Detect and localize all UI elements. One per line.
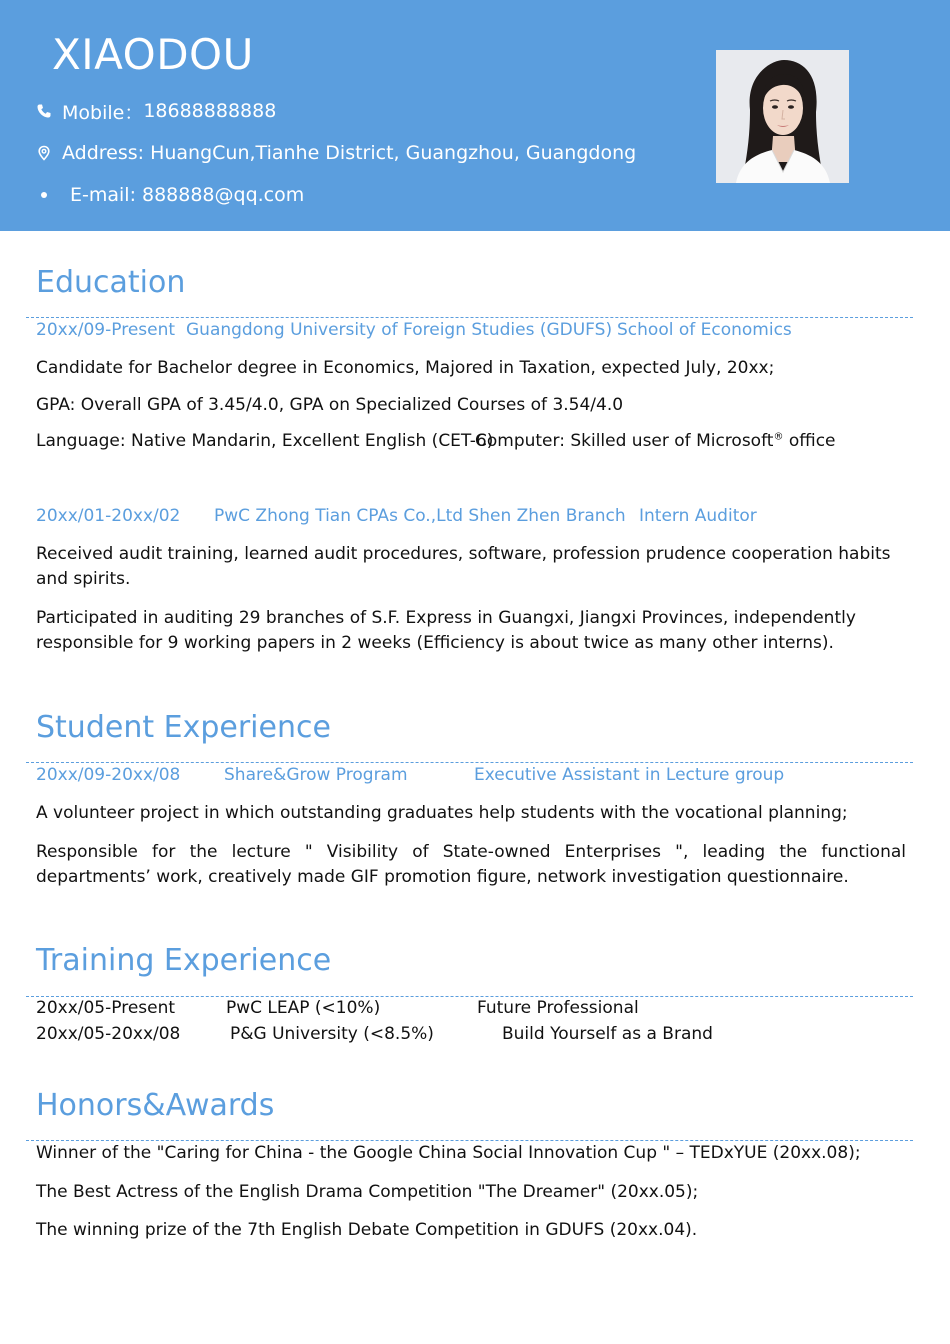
section-divider (26, 317, 913, 318)
section-divider (26, 996, 913, 997)
section-title-student-experience: Student Experience (36, 710, 331, 745)
phone-icon (36, 103, 52, 119)
mobile-label: Mobile： (62, 101, 144, 124)
email-label: E-mail: (70, 184, 136, 206)
entry-role: Intern Auditor (639, 506, 757, 526)
entry-organization: Share&Grow Program (224, 765, 408, 785)
section-title-honors-awards: Honors&Awards (36, 1088, 275, 1123)
training-topic: Future Professional (477, 998, 639, 1018)
student-line: A volunteer project in which outstanding graduates help students with the vocational planning; (36, 803, 848, 823)
honor-line: The winning prize of the 7th English Debate Competition in GDUFS (20xx.04). (36, 1220, 698, 1240)
location-pin-icon (36, 145, 52, 161)
internship-line: Participated in auditing 29 branches of S.F. Express in Guangxi, Jiangxi Provinces, independently responsible for 9 working papers in 2 weeks (Efficiency is about twice as many other interns). (36, 608, 856, 653)
entry-role: School of Economics (617, 320, 792, 340)
entry-date: 20xx/09-20xx/08 (36, 765, 181, 785)
email-value: 888888@qq.com (141, 184, 305, 206)
entry-role: Executive Assistant in Lecture group (474, 765, 785, 785)
address-value: HuangCun,Tianhe District, Guangzhou, Guangdong (150, 142, 637, 164)
computer-skill: Computer: Skilled user of Microsoft® office (475, 431, 836, 451)
contact-mobile (36, 99, 276, 123)
training-topic: Build Yourself as a Brand (502, 1024, 713, 1044)
address-label: Address: (62, 142, 145, 164)
student-line: Responsible for the lecture " Visibility of State-owned Enterprises ", leading the functional departments’ work, creatively made GIF promotion figure, network investigation questionnaire. (36, 842, 906, 887)
honor-line: The Best Actress of the English Drama Competition "The Dreamer" (20xx.05); (36, 1182, 699, 1202)
internship-line: Received audit training, learned audit procedures, software, profession prudence cooperation habits and spirits. (36, 544, 891, 589)
education-line: GPA: Overall GPA of 3.45/4.0, GPA on Specialized Courses of 3.54/4.0 (36, 395, 624, 415)
training-date: 20xx/05-20xx/08 (36, 1024, 181, 1044)
education-line: Candidate for Bachelor degree in Economics, Majored in Taxation, expected July, 20xx; (36, 358, 775, 378)
contact-email (36, 183, 304, 207)
entry-organization: Guangdong University of Foreign Studies (GDUFS) (186, 320, 613, 340)
mobile-value: 18688888888 (143, 100, 277, 122)
training-date: 20xx/05-Present (36, 998, 176, 1018)
profile-photo (716, 50, 849, 183)
header-banner (0, 0, 950, 231)
contact-address (36, 141, 636, 165)
entry-date: 20xx/09-Present (36, 320, 176, 340)
candidate-name: XIAODOU (52, 30, 254, 79)
training-program: P&G University (<8.5%) (230, 1024, 434, 1044)
training-program: PwC LEAP (<10%) (226, 998, 381, 1018)
section-divider (26, 762, 913, 763)
honor-line: Winner of the "Caring for China - the Google China Social Innovation Cup " – TEDxYUE (20xx.08); (36, 1143, 861, 1163)
bullet-icon (36, 187, 52, 203)
entry-organization: PwC Zhong Tian CPAs Co.,Ltd Shen Zhen Branch (214, 506, 626, 526)
entry-date: 20xx/01-20xx/02 (36, 506, 181, 526)
language-skill: Language: Native Mandarin, Excellent English (CET-6) (36, 431, 494, 451)
section-title-education: Education (36, 265, 186, 300)
section-title-training-experience: Training Experience (36, 943, 332, 978)
